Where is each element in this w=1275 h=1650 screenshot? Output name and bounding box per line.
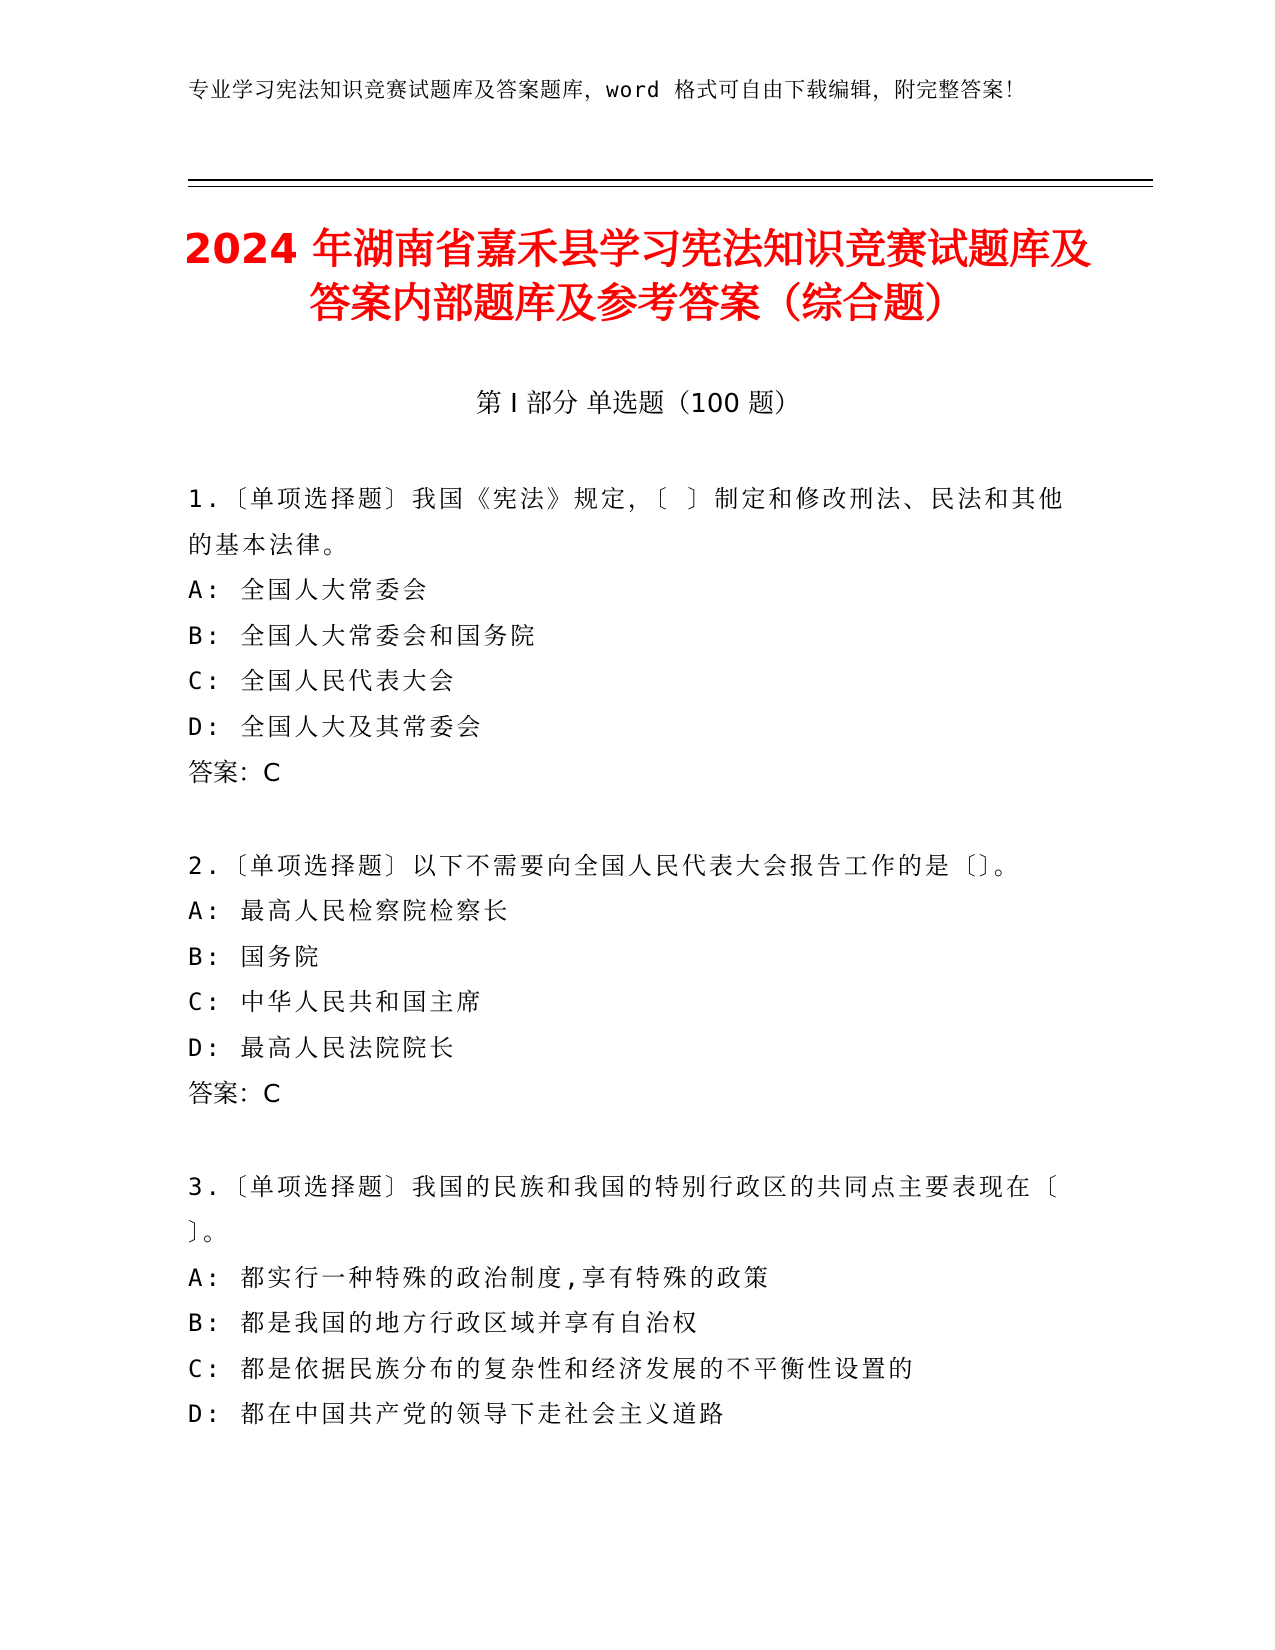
option-c: C: 全国人民代表大会 (188, 667, 457, 695)
option-a: A: 最高人民检察院检察长 (188, 897, 511, 925)
document-title: 2024 年湖南省嘉禾县学习宪法知识竞赛试题库及答案内部题库及参考答案（综合题） (183, 225, 1092, 327)
header-note: 专业学习宪法知识竞赛试题库及答案题库，word 格式可自由下载编辑，附完整答案！ (188, 78, 1027, 102)
section-heading: 第 I 部分 单选题（100 题） (475, 389, 801, 419)
option-a: A: 全国人大常委会 (188, 576, 430, 604)
option-b: B: 国务院 (188, 942, 322, 971)
answer: 答案：C (188, 758, 281, 787)
question-1 (188, 477, 1068, 796)
option-d: D: 全国人大及其常委会 (188, 712, 484, 741)
question-stem: 1.〔单项选择题〕我国《宪法》规定，〔 〕制定和修改刑法、民法和其他的基本法律。 (188, 485, 1066, 559)
question-stem: 3.〔单项选择题〕我国的民族和我国的特别行政区的共同点主要表现在〔 〕。 (188, 1172, 1060, 1246)
option-c: C: 都是依据民族分布的复杂性和经济发展的不平衡性设置的 (188, 1354, 916, 1383)
question-3 (188, 1165, 1068, 1438)
header-divider-thin (188, 186, 1153, 187)
option-d: D: 最高人民法院院长 (188, 1033, 457, 1062)
option-a: A: 都实行一种特殊的政治制度,享有特殊的政策 (188, 1263, 771, 1292)
question-list (188, 477, 1068, 1486)
answer: 答案：C (188, 1079, 281, 1108)
header-divider-thick (188, 179, 1153, 181)
question-2 (188, 844, 1068, 1117)
option-c: C: 中华人民共和国主席 (188, 988, 484, 1016)
option-d: D: 都在中国共产党的领导下走社会主义道路 (188, 1400, 727, 1428)
question-stem: 2.〔单项选择题〕以下不需要向全国人民代表大会报告工作的是〔〕。 (188, 851, 1021, 880)
option-b: B: 都是我国的地方行政区域并享有自治权 (188, 1309, 700, 1337)
option-b: B: 全国人大常委会和国务院 (188, 621, 538, 650)
